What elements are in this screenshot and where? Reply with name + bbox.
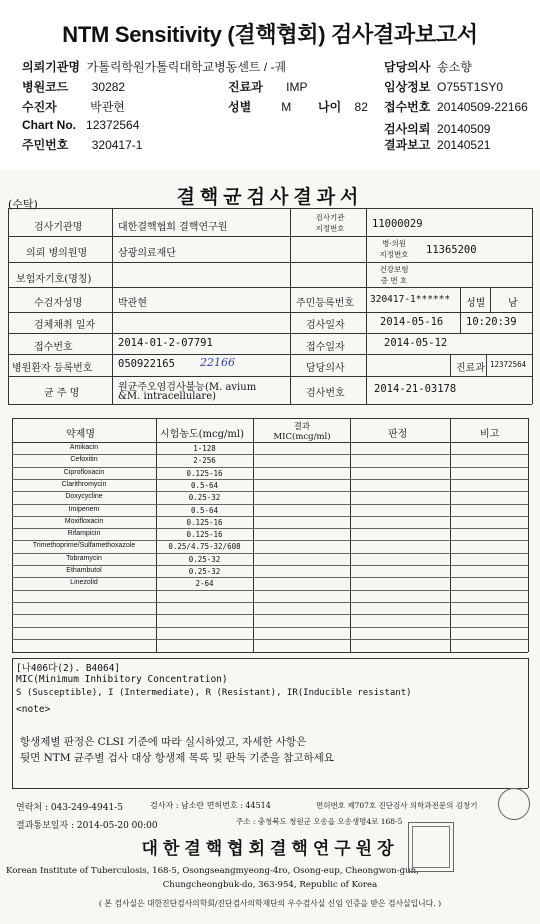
table-row-divider xyxy=(12,577,528,578)
table-row-drug: Linezolid xyxy=(70,579,98,587)
label-test-no: 검사번호 xyxy=(306,388,345,399)
value-requester-code: 11365200 xyxy=(426,244,477,256)
header-field-dept: 진료과 IMP xyxy=(228,80,308,94)
table-row-range: 2-256 xyxy=(193,456,216,466)
table-row-divider xyxy=(12,504,528,505)
header-field-doctor: 담당의사 송소향 xyxy=(384,60,472,74)
value-receipt-no: 2014-01-2-07791 xyxy=(118,337,213,349)
label-hospital-no: 병원환자 등록번호 xyxy=(12,363,93,374)
value-rrn: 320417-1****** xyxy=(370,294,451,305)
table-row-divider xyxy=(12,627,528,628)
label-test-date: 검사일자 xyxy=(306,320,345,331)
table-row-range: 0.25-32 xyxy=(188,493,221,503)
note-kr-line1: 항생제별 판정은 CLSI 기준에 따라 실시하였고, 자세한 사항은 xyxy=(20,736,307,748)
footer-report-date: 결과통보일자 : 2014-05-20 00:00 xyxy=(16,821,158,831)
table-row-divider xyxy=(12,639,528,640)
label-sex: 성별 xyxy=(466,298,486,309)
table-row-drug: Clarithromycin xyxy=(61,480,107,488)
table-row-drug: Amikacin xyxy=(69,444,99,451)
value-hospital-no: 050922165 xyxy=(118,358,175,370)
table-row-divider xyxy=(12,602,528,603)
table-row-drug: Ethambutol xyxy=(66,567,102,574)
report-title: NTM Sensitivity (결핵협회) 검사결과보고서 xyxy=(62,22,478,47)
table-row-divider xyxy=(12,590,528,591)
doc-title: 결핵균검사결과서 xyxy=(176,186,364,208)
label-lab-code: 검사기관 지정번호 xyxy=(315,213,345,233)
table-row-range: 0.125-16 xyxy=(186,468,223,478)
footer-tester: 검사자 : 남소란 면허번호 : 44514 xyxy=(150,801,271,810)
table-row-divider xyxy=(12,516,528,517)
footer-address-en-line2: Chungcheongbuk-do, 363-954, Republic of Korea xyxy=(162,880,378,890)
value-test-date: 2014-05-16 xyxy=(380,316,444,328)
label-dept: 진료과 xyxy=(456,363,485,374)
header-field-requester: 의뢰기관명 가톨릭학원가톨릭대학교병동센트 / -궤 xyxy=(22,60,287,74)
table-row-range: 0.125-16 xyxy=(186,517,223,527)
footer-disclaimer: ( 본 검사실은 대한진단검사의학회/진단검사의학재단의 우수검사실 신임 인증을 받은 검사실입니다. ) xyxy=(98,899,442,908)
value-sex: 남 xyxy=(508,298,518,309)
table-row-drug: Cefoxitin xyxy=(70,456,98,464)
table-row-divider xyxy=(12,540,528,541)
note-label: <note> xyxy=(16,704,51,715)
table-row-divider xyxy=(12,565,528,566)
header-field-age: 나이 82 xyxy=(318,100,368,114)
value-test-time: 10:20:39 xyxy=(466,316,517,328)
round-seal-stamp xyxy=(498,788,530,820)
table-row-divider xyxy=(12,467,528,468)
footer-address-en-line1: Korean Institute of Tuberculosis, 168-5, Osongseangmyeong-4ro, Osong-eup, Cheongwon-gun, xyxy=(6,866,419,876)
value-receipt-date: 2014-05-12 xyxy=(384,337,448,349)
note-code: [나406다(2). B4064] xyxy=(16,663,121,674)
header-field-sex: 성별 M xyxy=(228,100,292,114)
note-kr-line2: 뒷면 NTM 균주별 검사 대상 항생제 목록 및 판독 기준을 참고하세요 xyxy=(20,752,334,764)
value-strain-line2: &M. intracellulare) xyxy=(118,391,217,402)
table-row-divider xyxy=(12,454,528,455)
value-strain-line1: 원균주오염검사불능(M. avium xyxy=(118,382,257,393)
label-rrn: 주민등록번호 xyxy=(296,298,354,309)
footer-institute: 대한결핵협회결핵연구원장 xyxy=(141,839,399,859)
table-row-range: 0.25-32 xyxy=(188,567,221,576)
table-row-drug: Tobramycin xyxy=(66,554,102,562)
header-field-receipt-no: 접수번호 20140509-22166 xyxy=(384,100,528,114)
header-field-hospital-code: 병원코드 30282 xyxy=(22,80,126,94)
label-lab: 검사기관명 xyxy=(34,222,83,233)
table-row-range: 2-64 xyxy=(195,579,214,589)
value-patient: 박관현 xyxy=(118,298,147,309)
table-row-drug: Rifampicin xyxy=(67,530,101,538)
label-insurance: 보험자기호(명칭) xyxy=(16,274,92,285)
table-row-range: 0.25-32 xyxy=(188,554,221,564)
doc-tag: (수탁) xyxy=(8,198,38,211)
table-row-divider xyxy=(12,614,528,615)
footer-address-kr: 주소 : 충청북도 청원군 오송읍 오송생명4로 168-5 xyxy=(236,817,403,826)
header-field-chart-no: Chart No. 12372564 xyxy=(22,118,140,132)
col-header-drug: 약제명 xyxy=(66,429,95,440)
label-patient: 수검자성명 xyxy=(34,298,83,309)
table-row-divider xyxy=(12,491,528,492)
label-doctor: 담당의사 xyxy=(306,363,345,374)
col-header-interpretation: 판정 xyxy=(388,429,408,440)
header-field-report-date: 결과보고 20140521 xyxy=(384,138,491,152)
header-field-patient: 수진자 박관현 xyxy=(22,100,125,114)
footer-contact: 연락처 : 043-249-4941-5 xyxy=(16,803,123,813)
label-strain: 균 주 명 xyxy=(44,388,80,399)
footer-licence: 면허번호 제707호 진단검사 의학과전문의 김창기 xyxy=(316,801,478,810)
table-row-drug: Moxifloxacin xyxy=(64,517,104,525)
table-row-divider xyxy=(12,479,528,480)
label-insurance-card: 건강보험 증 번 호 xyxy=(379,265,409,285)
label-receipt-no: 접수번호 xyxy=(34,342,73,353)
table-row-drug: Ciprofloxacin xyxy=(63,468,105,476)
square-seal-stamp xyxy=(408,822,454,872)
handwritten-note: 22166 xyxy=(200,356,235,369)
label-collect-date: 검체채취 일자 xyxy=(34,320,96,331)
value-test-no: 2014-21-03178 xyxy=(374,383,457,395)
value-lab: 대한결핵협회 결핵연구원 xyxy=(118,222,228,233)
note-mic: MIC(Minimum Inhibitory Concentration) xyxy=(16,674,228,685)
table-row-drug: Doxycycline xyxy=(65,493,103,501)
col-header-remarks: 비고 xyxy=(480,429,500,440)
table-row-range: 0.25/4.75-32/608 xyxy=(168,542,241,552)
table-row-drug: Imipenem xyxy=(68,505,100,513)
table-row-range: 0.5-64 xyxy=(190,480,219,490)
table-row-range: 0.5-64 xyxy=(190,505,219,515)
table-row-range: 0.125-16 xyxy=(186,530,223,540)
value-dept: 12372564 xyxy=(490,360,527,369)
table-row-divider xyxy=(12,553,528,554)
value-requester: 삼광의료재단 xyxy=(118,248,176,259)
label-requester: 의뢰 병의원명 xyxy=(26,248,88,259)
table-row-divider xyxy=(12,528,528,529)
header-field-request-date: 검사의뢰 20140509 xyxy=(384,122,491,136)
note-sir: S (Susceptible), I (Intermediate), R (Resistant), IR(Inducible resistant) xyxy=(16,688,412,698)
table-row-drug: Trimethoprime/Sulfamethoxazole xyxy=(32,542,136,550)
label-requester-code: 병·의원 지정번호 xyxy=(379,239,409,259)
table-row-range: 1-128 xyxy=(193,444,216,453)
header-field-clinical-info: 임상정보 O755T1SY0 xyxy=(384,80,504,94)
col-header-concentration: 시험농도(mcg/ml) xyxy=(160,429,244,440)
value-lab-code: 11000029 xyxy=(372,218,423,230)
header-field-rrn: 주민번호 320417-1 xyxy=(22,138,143,152)
label-receipt-date: 접수일자 xyxy=(306,342,345,353)
col-header-mic: 결과 MIC(mcg/ml) xyxy=(273,422,331,442)
